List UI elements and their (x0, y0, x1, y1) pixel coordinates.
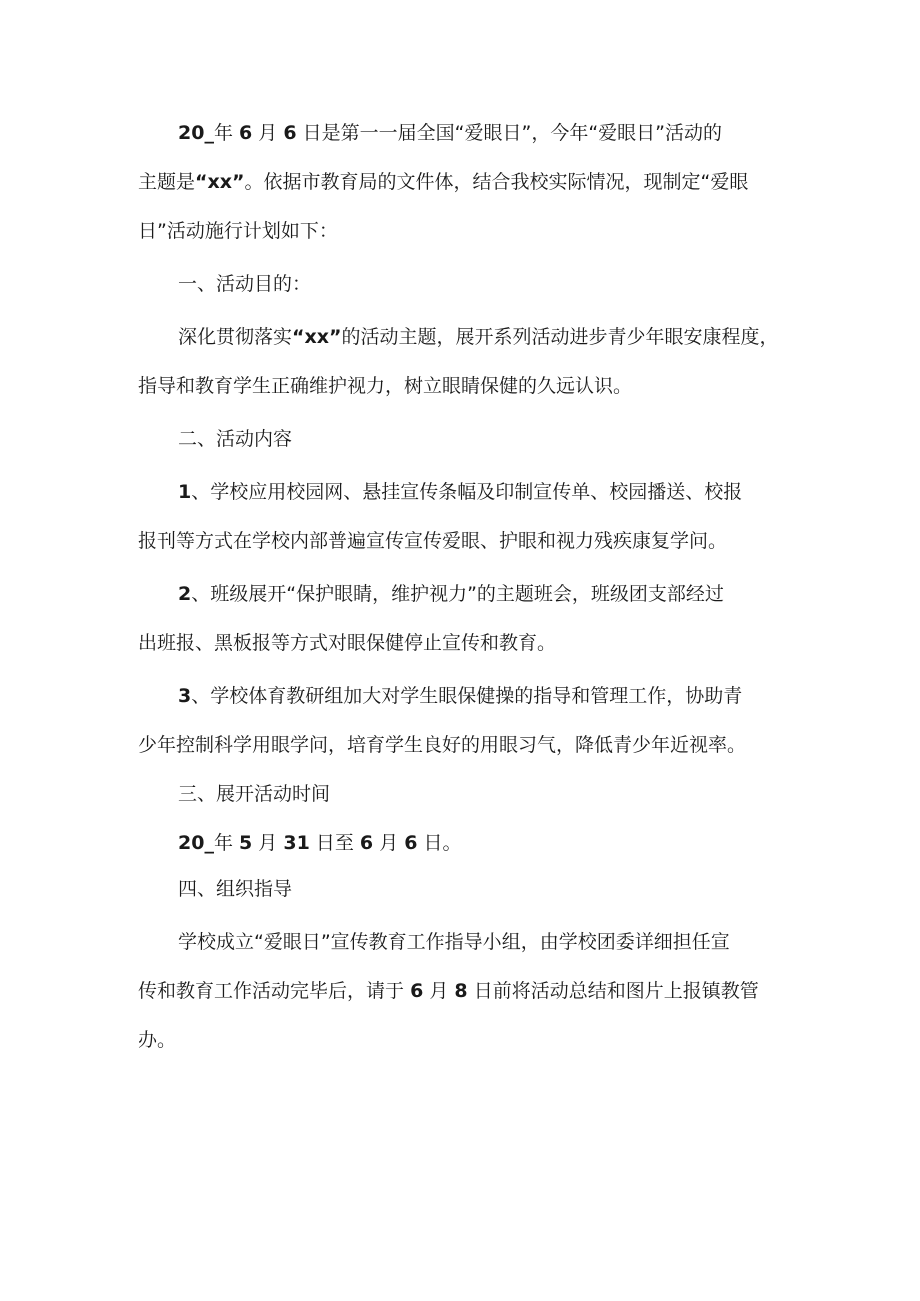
text-span: 月 (258, 832, 278, 854)
section-2-item-1-line-2 (138, 521, 800, 561)
text-span: 学校成立“爱眼日”宣传教育工作指导小组，由学校团委详细担任宣 (178, 931, 730, 953)
section-1-heading (138, 264, 800, 304)
text-span: 日前将活动总结和图片上报镇教管 (473, 980, 759, 1002)
month-number: 6 (410, 980, 424, 1002)
month-number: 6 (239, 122, 253, 144)
day-number: 6 (404, 832, 418, 854)
text-span: 报刊等方式在学校内部普遍宣传宣传爱眼、护眼和视力残疾康复学问。 (138, 530, 728, 552)
section-4-line-2 (138, 971, 800, 1011)
heading-text: 一、活动目的： (178, 273, 312, 295)
month-number: 5 (239, 832, 253, 854)
section-2-item-1-line-1 (138, 472, 800, 512)
text-span: 、班级展开“保护眼睛，维护视力”的主题班会，班级团支部经过 (191, 583, 724, 605)
item-number: 1 (178, 481, 192, 503)
section-3-heading (138, 774, 800, 814)
text-span: 月 (258, 122, 278, 144)
text-span: 指导和教育学生正确维护视力，树立眼睛保健的久远认识。 (138, 375, 633, 397)
heading-text: 二、活动内容 (178, 428, 293, 450)
heading-text: 四、组织指导 (178, 878, 293, 900)
section-4-line-3 (138, 1020, 800, 1060)
theme-text: “xx” (292, 326, 342, 348)
section-1-line-2 (138, 366, 800, 406)
text-span: 日至 (315, 832, 354, 854)
section-1-line-1 (138, 317, 800, 357)
section-2-item-2-line-1 (138, 574, 800, 614)
text-span: 办。 (138, 1029, 177, 1051)
text-span: 。依据市教育局的文件体，结合我校实际情况，现制定“爱眼 (244, 171, 749, 193)
text-span: 的活动主题，展开系列活动进步青少年眼安康程度， (341, 326, 779, 348)
text-span: 日。 (423, 832, 462, 854)
text-span: 月 (429, 980, 449, 1002)
item-number: 3 (178, 685, 192, 707)
intro-line-3 (138, 211, 800, 251)
day-number: 8 (454, 980, 468, 1002)
year-text: 20_ (178, 122, 214, 144)
intro-line-2 (138, 162, 800, 202)
text-span: 深化贯彻落实 (178, 326, 293, 348)
section-2-heading (138, 419, 800, 459)
text-span: 年 (213, 122, 233, 144)
section-2-item-3-line-1 (138, 676, 800, 716)
intro-line-1 (138, 113, 800, 153)
day-number: 6 (283, 122, 297, 144)
section-2-item-2-line-2 (138, 623, 800, 663)
text-span: 日”活动施行计划如下： (138, 220, 338, 242)
text-span: 少年控制科学用眼学问，培育学生良好的用眼习气，降低青少年近视率。 (138, 734, 747, 756)
document-body (138, 113, 800, 1060)
day-number: 31 (283, 832, 310, 854)
text-span: 月 (379, 832, 399, 854)
text-span: 年 (213, 832, 233, 854)
text-span: 日是第一一届全国“爱眼日”，今年“爱眼日”活动的 (302, 122, 723, 144)
heading-text: 三、展开活动时间 (178, 783, 331, 805)
item-number: 2 (178, 583, 192, 605)
text-span: 、学校应用校园网、悬挂宣传条幅及印制宣传单、校园播送、校报 (191, 481, 743, 503)
text-span: 、学校体育教研组加大对学生眼保健操的指导和管理工作，协助青 (191, 685, 743, 707)
section-4-heading (138, 869, 800, 909)
section-3-date-line (138, 823, 800, 863)
text-span: 出班报、黑板报等方式对眼保健停止宣传和教育。 (138, 632, 557, 654)
month-number: 6 (359, 832, 374, 854)
text-span: 传和教育工作活动完毕后，请于 (138, 980, 405, 1002)
theme-text: “xx” (195, 171, 245, 193)
text-span: 主题是 (138, 171, 196, 193)
section-2-item-3-line-2 (138, 725, 800, 765)
section-4-line-1 (138, 922, 800, 962)
year-text: 20_ (178, 832, 214, 854)
